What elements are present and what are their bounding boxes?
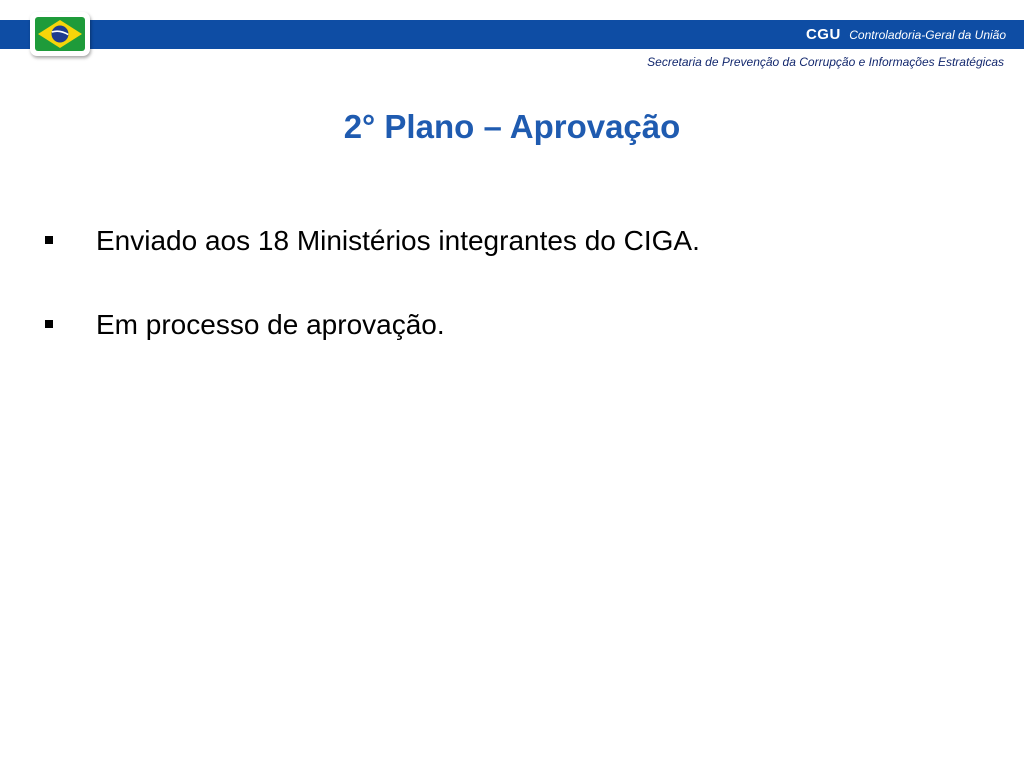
header-subtitle: Secretaria de Prevenção da Corrupção e Informações Estratégicas <box>647 55 1004 69</box>
square-bullet-icon <box>45 236 53 244</box>
org-acronym: CGU <box>805 26 841 43</box>
slide-title: 2° Plano – Aprovação <box>343 108 681 145</box>
brazil-flag-icon <box>30 12 90 56</box>
org-name: Controladoria-Geral da União <box>849 28 1006 42</box>
brazil-flag-graphic <box>35 17 85 51</box>
header-bar <box>0 20 1024 49</box>
bullet-text: Em processo de aprovação. <box>96 309 445 340</box>
header-org <box>806 20 1006 49</box>
bullet-text: Enviado aos 18 Ministérios integrantes do CIGA. <box>96 225 700 256</box>
square-bullet-icon <box>45 320 53 328</box>
